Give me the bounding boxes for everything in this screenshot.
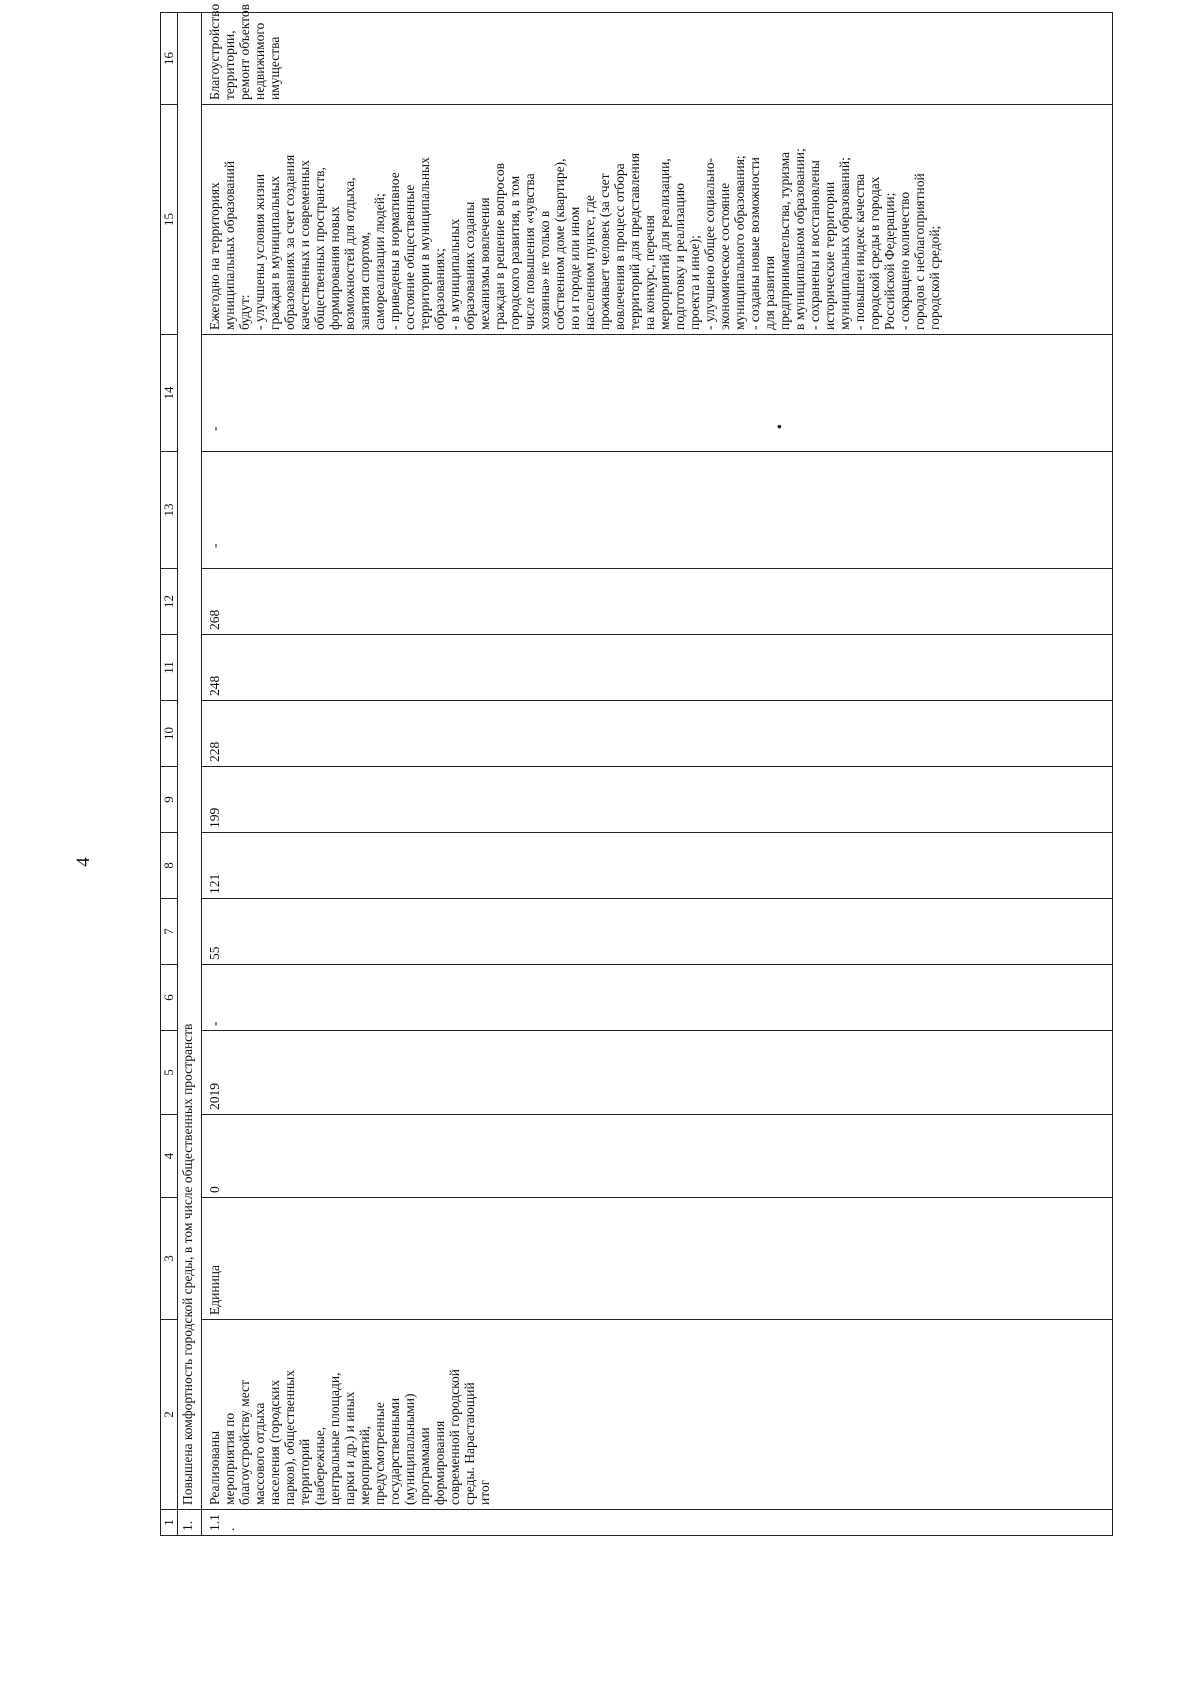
col13-cell: -: [202, 452, 1113, 569]
indicator-name-line: итог: [477, 1479, 492, 1505]
effects-line: хозяина» не только в: [537, 210, 552, 330]
indicator-name-line: формирования: [432, 1420, 447, 1505]
effects-line: граждан в решение вопросов: [492, 163, 507, 330]
effects-line: городского развития, в том: [507, 175, 522, 330]
effects-line: муниципальных образований: [222, 160, 237, 330]
indicator-name-line: программами: [417, 1427, 432, 1505]
indicator-name-line: благоустройству мест: [237, 1380, 252, 1505]
indicator-name-line: (набережные,: [312, 1426, 327, 1505]
effects-line: территорий для представления: [627, 152, 642, 330]
works-line: ремонт объектов: [237, 3, 252, 100]
row-number: 1.1.: [202, 1510, 1113, 1536]
effects-line: состояние общественные: [402, 184, 417, 330]
column-number-row: [161, 13, 178, 1536]
effects-line: экономическое состояние: [717, 182, 732, 330]
indicator-name-line: территорий: [297, 1438, 312, 1505]
column-number: 5: [161, 1031, 178, 1115]
indicator-name-line: мероприятия по: [222, 1412, 237, 1505]
effects-line: но и городе или ином: [567, 206, 582, 330]
effects-line: на конкурс, перечня: [642, 215, 657, 330]
effects-line: предпринимательства, туризма: [777, 151, 792, 330]
works-cell: [202, 3, 1113, 105]
column-number: 7: [161, 899, 178, 965]
effects-line: городов с неблагоприятной: [912, 173, 927, 330]
column-number: 10: [161, 701, 178, 767]
effects-line: муниципального образования;: [732, 155, 747, 330]
effects-line: граждан в муниципальных: [267, 175, 282, 330]
effects-line: собственном доме (квартире),: [552, 158, 567, 330]
effects-line: самореализации людей;: [372, 193, 387, 330]
col10-cell: 228: [202, 701, 1113, 767]
column-number: 8: [161, 833, 178, 899]
col8-cell: 121: [202, 833, 1113, 899]
effects-line: территории в муниципальных: [417, 157, 432, 330]
effects-line: образованиях созданы: [462, 201, 477, 330]
effects-line: проживает человек (за счет: [597, 173, 612, 330]
indicator-name-line: современной городской: [447, 1369, 462, 1505]
effects-line: числе повышения «чувства: [522, 173, 537, 330]
col9-cell: 199: [202, 767, 1113, 833]
column-number: 11: [161, 635, 178, 701]
column-number: 16: [161, 13, 178, 105]
column-number: 9: [161, 767, 178, 833]
effects-line: формирования новых: [327, 206, 342, 330]
effects-cell: [202, 105, 1113, 335]
effects-line: образованиях;: [432, 248, 447, 330]
page-number: 4: [73, 857, 94, 867]
column-number: 14: [161, 335, 178, 452]
column-number: 6: [161, 965, 178, 1031]
effects-line: городской среды в городах: [867, 176, 882, 330]
effects-line: - сокращено количество: [897, 191, 912, 330]
effects-line: будут:: [237, 294, 252, 330]
indicator-name-line: населения (городских: [267, 1379, 282, 1505]
indicator-name-line: мероприятий,: [357, 1425, 372, 1505]
works-line: имущества: [267, 36, 282, 100]
effects-line: исторические территории: [822, 181, 837, 330]
col14-value: -: [207, 426, 222, 431]
effects-line: - приведены в нормативное: [387, 172, 402, 330]
effects-line: мероприятий для реализации,: [657, 158, 672, 330]
indicator-name-line: парки и др.) и иных: [342, 1391, 357, 1505]
effects-line: для развития: [762, 255, 777, 330]
column-number: 13: [161, 452, 178, 569]
works-line: территории,: [222, 30, 237, 100]
indicator-name-line: массового отдыха: [252, 1402, 267, 1505]
rotated-table-sheet: [160, 3, 1107, 1536]
indicator-name-line: государственными: [387, 1397, 402, 1505]
effects-line: механизмы вовлечения: [477, 197, 492, 330]
effects-line: - в муниципальных: [447, 218, 462, 330]
indicator-name-line: Реализованы: [207, 1430, 222, 1505]
column-number: 2: [161, 1320, 178, 1510]
effects-line: городской средой;: [927, 225, 942, 330]
indicator-name-line: среды. Нарастающий: [462, 1382, 477, 1505]
column-number: 4: [161, 1115, 178, 1198]
effects-line: качественных и современных: [297, 159, 312, 330]
effects-line: в муниципальном образовании;: [792, 148, 807, 330]
indicator-name-line: парков), общественных: [282, 1370, 297, 1505]
indicator-name-line: центральные площади,: [327, 1372, 342, 1505]
base-value-cell: 0: [202, 1115, 1113, 1198]
effects-line: - улучшены условия жизни: [252, 173, 267, 330]
unit-cell: Единица: [202, 1198, 1113, 1320]
indicator-name-line: (муниципальными): [402, 1393, 417, 1505]
effects-line: муниципальных образований;: [837, 157, 852, 330]
indicator-name-cell: [202, 1320, 1113, 1510]
effects-line: возможностей для отдыха,: [342, 177, 357, 330]
column-number: 15: [161, 105, 178, 335]
effects-line: вовлечения в процесс отбора: [612, 163, 627, 330]
effects-line: проекта и иное);: [687, 235, 702, 330]
effects-line: занятия спортом,: [357, 231, 372, 330]
works-line: Благоустройство: [207, 3, 222, 100]
col12-cell: 268: [202, 569, 1113, 635]
effects-line: - сохранены и восстановлены: [807, 160, 822, 330]
effects-line: Российской Федерации;: [882, 192, 897, 330]
indicators-table: [160, 3, 1113, 1536]
col14-cell: [202, 335, 1113, 452]
base-year-cell: 2019: [202, 1031, 1113, 1115]
effects-line: общественных пространств,: [312, 167, 327, 330]
col7-cell: 55: [202, 899, 1113, 965]
effects-line: - улучшено общее социально-: [702, 157, 717, 330]
section-number: 1.: [178, 1510, 202, 1536]
col6-cell: -: [202, 965, 1113, 1031]
column-number: 12: [161, 569, 178, 635]
effects-line: образованиях за счет создания: [282, 154, 297, 330]
indicator-name-line: предусмотренные: [372, 1402, 387, 1505]
col14-mark: •: [772, 424, 787, 429]
column-number: 1: [161, 1510, 178, 1536]
section-title: Повышена комфортность городской среды, в том числе общественных пространств: [178, 13, 202, 1510]
col11-cell: 248: [202, 635, 1113, 701]
effects-line: - повышен индекс качества: [852, 173, 867, 330]
works-line: недвижимого: [252, 22, 267, 100]
section-row: [178, 13, 202, 1536]
effects-line: населенном пункте, где: [582, 195, 597, 330]
effects-line: Ежегодно на территориях: [207, 182, 222, 330]
column-number: 3: [161, 1198, 178, 1320]
table-row: [202, 13, 1113, 1536]
effects-line: подготовку и реализацию: [672, 182, 687, 330]
effects-line: - созданы новые возможности: [747, 157, 762, 330]
